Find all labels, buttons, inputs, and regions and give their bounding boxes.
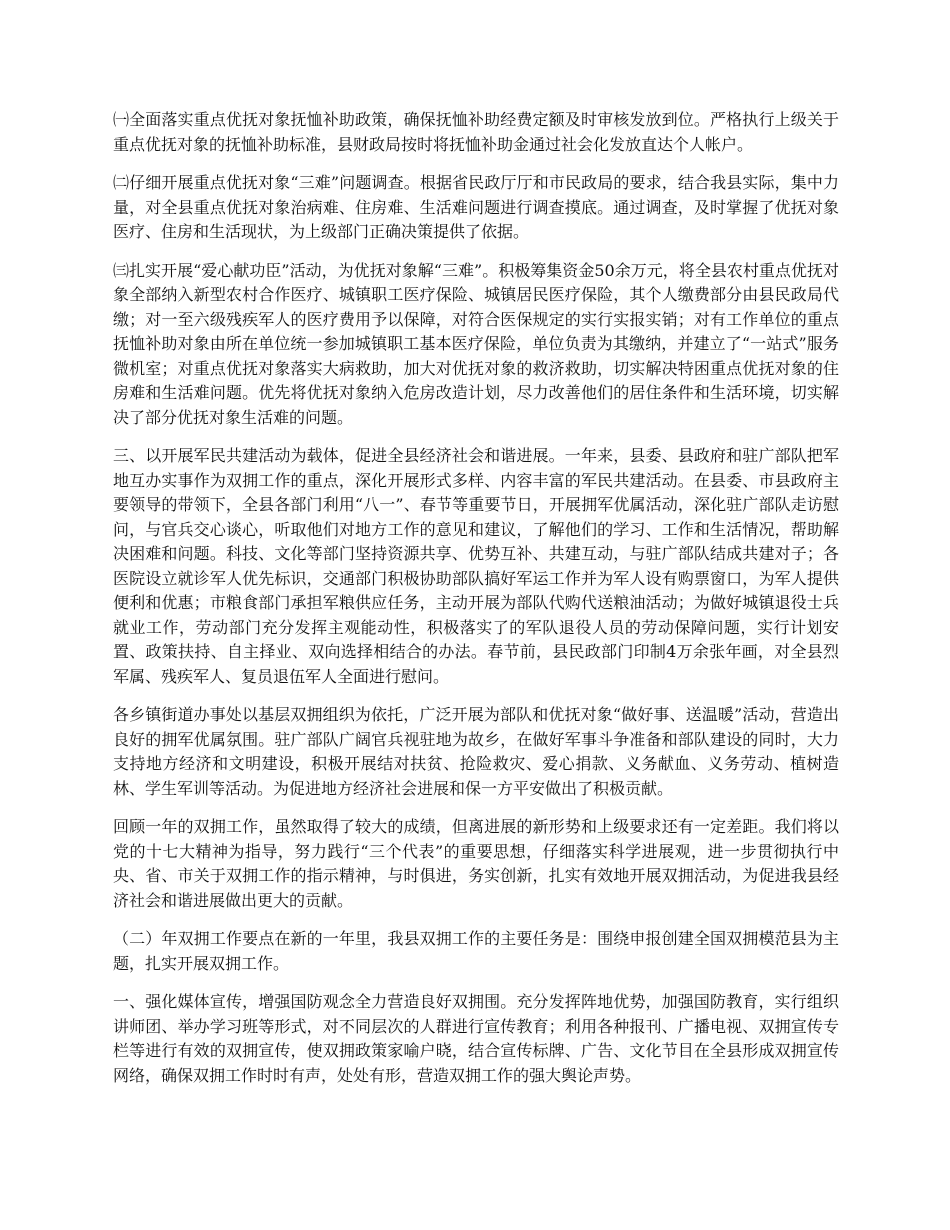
- paragraph-township-activities: 各乡镇街道办事处以基层双拥组织为依托，广泛开展为部队和优抚对象“做好事、送温暖”活动，营造出良好的拥军优属氛围。驻广部队广阔官兵视驻地为故乡，在做好军事斗争准备和部队建设的同时，大力支持地方经济和文明建设，积极开展结对扶贫、抢险救灾、爱心捐款、义务献血、义务劳动、植树造林、学生军训等活动。为促进地方经济社会进展和保一方平安做出了积极贡献。: [113, 705, 839, 798]
- paragraph-media-promotion: 一、强化媒体宣传，增强国防观念全力营造良好双拥围。充分发挥阵地优势，加强国防教育，实行组织讲师团、举办学习班等形式，对不同层次的人群进行宣传教育；利用各种报刊、广播电视、双拥宣传专栏等进行有效的双拥宣传，使双拥政策家喻户晓，结合宣传标牌、广告、文化节目在全县形成双拥宣传网络，确保双拥工作时时有声，处处有形，营造双拥工作的强大舆论声势。: [113, 992, 839, 1085]
- document-body: [113, 108, 839, 1102]
- paragraph-subsidy-policy: ㈠全面落实重点优抚对象抚恤补助政策，确保抚恤补助经费定额及时审核发放到位。严格执行上级关于重点优抚对象的抚恤补助标准，县财政局按时将抚恤补助金通过社会化发放直达个人帐户。: [113, 110, 839, 154]
- paragraph-three-difficulties-survey: ㈡仔细开展重点优抚对象“三难”问题调查。根据省民政厅厅和市民政局的要求，结合我县实际，集中力量，对全县重点优抚对象治病难、住房难、生活难问题进行调查摸底。通过调查，及时掌握了优抚对象医疗、住房和生活现状，为上级部门正确决策提供了依据。: [113, 173, 839, 241]
- paragraph-work-plan-intro: （二）年双拥工作要点在新的一年里，我县双拥工作的主要任务是：围绕申报创建全国双拥模范县为主题，扎实开展双拥工作。: [113, 929, 839, 973]
- paragraph-love-heroes-activity: ㈢扎实开展“爱心献功臣”活动，为优抚对象解“三难”。积极筹集资金50余万元，将全县农村重点优抚对象全部纳入新型农村合作医疗、城镇职工医疗保险、城镇居民医疗保险，其个人缴费部分由县民政局代缴；对一至六级残疾军人的医疗费用予以保障，对符合医保规定的实行实报实销；对有工作单位的重点抚恤补助对象由所在单位统一参加城镇职工基本医疗保险，单位负责为其缴纳，并建立了“一站式”服务微机室；对重点优抚对象落实大病救助，加大对优抚对象的救济救助，切实解决特困重点优抚对象的住房难和生活难问题。优先将优抚对象纳入危房改造计划，尽力改善他们的居住条件和生活环境，切实解决了部分优抚对象生活难的问题。: [113, 260, 839, 427]
- paragraph-military-civilian-coconstruction: 三、以开展军民共建活动为载体，促进全县经济社会和谐进展。一年来，县委、县政府和驻广部队把军地互办实事作为双拥工作的重点，深化开展形式多样、内容丰富的军民共建活动。在县委、市县政府主要领导的带领下，全县各部门利用“八一”、春节等重要节日，开展拥军优属活动，深化驻广部队走访慰问，与官兵交心谈心，听取他们对地方工作的意见和建议，了解他们的学习、工作和生活情况，帮助解决困难和问题。科技、文化等部门坚持资源共享、优势互补、共建互动，与驻广部队结成共建对子；各医院设立就诊军人优先标识，交通部门积极协助部队搞好军运工作并为军人设有购票窗口，为军人提供便利和优惠；市粮食部门承担军粮供应任务，主动开展为部队代购代送粮油活动；为做好城镇退役士兵就业工作，劳动部门充分发挥主观能动性，积极落实了的军队退役人员的劳动保障问题，实行计划安置、政策扶持、自主择业、双向选择相结合的办法。春节前，县民政部门印制4万余张年画，对全县烈军属、残疾军人、复员退伍军人全面进行慰问。: [113, 446, 839, 686]
- paragraph-year-review: 回顾一年的双拥工作，虽然取得了较大的成绩，但离进展的新形势和上级要求还有一定差距。我们将以党的十七大精神为指导，努力践行“三个代表”的重要思想，仔细落实科学进展观，进一步贯彻执行中央、省、市关于双拥工作的指示精神，与时俱进，务实创新，扎实有效地开展双拥活动，为促进我县经济社会和谐进展做出更大的贡献。: [113, 817, 839, 910]
